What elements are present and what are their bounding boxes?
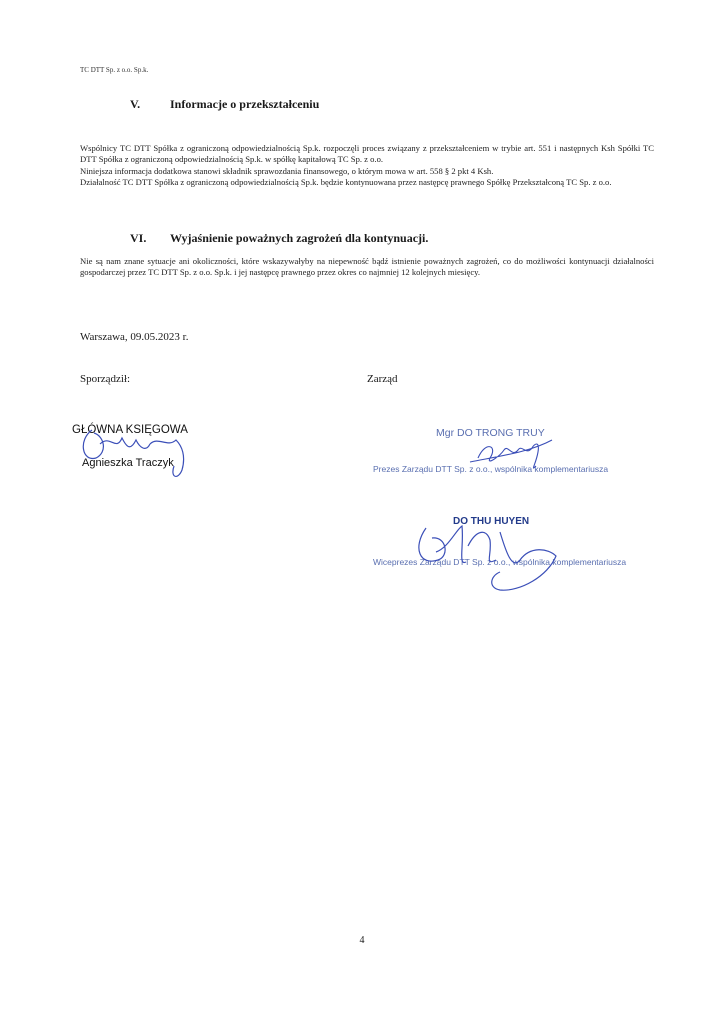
vice-stamp-role: Wiceprezes Zarządu DTT Sp. z o.o., wspólnika komplementariusza bbox=[373, 557, 627, 567]
section-5-paragraph-2: Niniejsza informacja dodatkowa stanowi składnik sprawozdania finansowego, o którym mowa w art. 558 § 2 pkt 4 Ksh. bbox=[80, 165, 494, 176]
prepared-by-label: Sporządził: bbox=[80, 373, 131, 385]
president-stamp-name: Mgr DO TRONG TRUY bbox=[436, 427, 545, 439]
section-5-paragraph-3: Działalność TC DTT Spółka z ograniczoną odpowiedzialnością Sp.k. będzie kontynuowana przez następcę prawnego Spółkę Przekształconą TC Sp. z o.o. bbox=[80, 176, 612, 187]
section-6-title: Wyjaśnienie poważnych zagrożeń dla kontynuacji. bbox=[170, 231, 429, 245]
accountant-stamp-name: Agnieszka Traczyk bbox=[82, 457, 174, 469]
board-label: Zarząd bbox=[367, 373, 398, 385]
section-5-title: Informacje o przekształceniu bbox=[170, 97, 320, 111]
document-header: TC DTT Sp. z o.o. Sp.k. bbox=[80, 66, 149, 74]
section-6-heading bbox=[130, 231, 428, 246]
place-and-date: Warszawa, 09.05.2023 r. bbox=[80, 331, 189, 343]
vice-stamp-name: DO THU HUYEN bbox=[453, 516, 530, 527]
accountant-stamp-role: GŁÓWNA KSIĘGOWA bbox=[72, 424, 188, 436]
section-6-number: VI. bbox=[130, 231, 147, 245]
section-5-number: V. bbox=[130, 97, 141, 111]
section-5-heading bbox=[130, 97, 319, 112]
section-6-body: Nie są nam znane sytuacje ani okoliczności, które wskazywałyby na niepewność bądź istnienie poważnych zagrożeń, co do możliwości kontynuacji działalności gospodarczej przez TC DTT Sp. z o.o. Sp.k. i jej następcę prawnego przez okres co najmniej 12 kolejnych miesięcy. bbox=[80, 256, 654, 278]
president-stamp-role: Prezes Zarządu DTT Sp. z o.o., wspólnika komplementariusza bbox=[373, 464, 609, 474]
section-5-paragraph-1: Wspólnicy TC DTT Spółka z ograniczoną odpowiedzialnością Sp.k. rozpoczęli proces związany z przekształceniem w trybie art. 551 i następnych Ksh Spółki TC DTT Spółka z ograniczoną odpowiedzialnością Sp.k. w spółkę kapitałową TC Sp. z o.o. bbox=[80, 143, 654, 165]
section-5-body bbox=[80, 143, 654, 188]
page-number: 4 bbox=[359, 935, 365, 946]
